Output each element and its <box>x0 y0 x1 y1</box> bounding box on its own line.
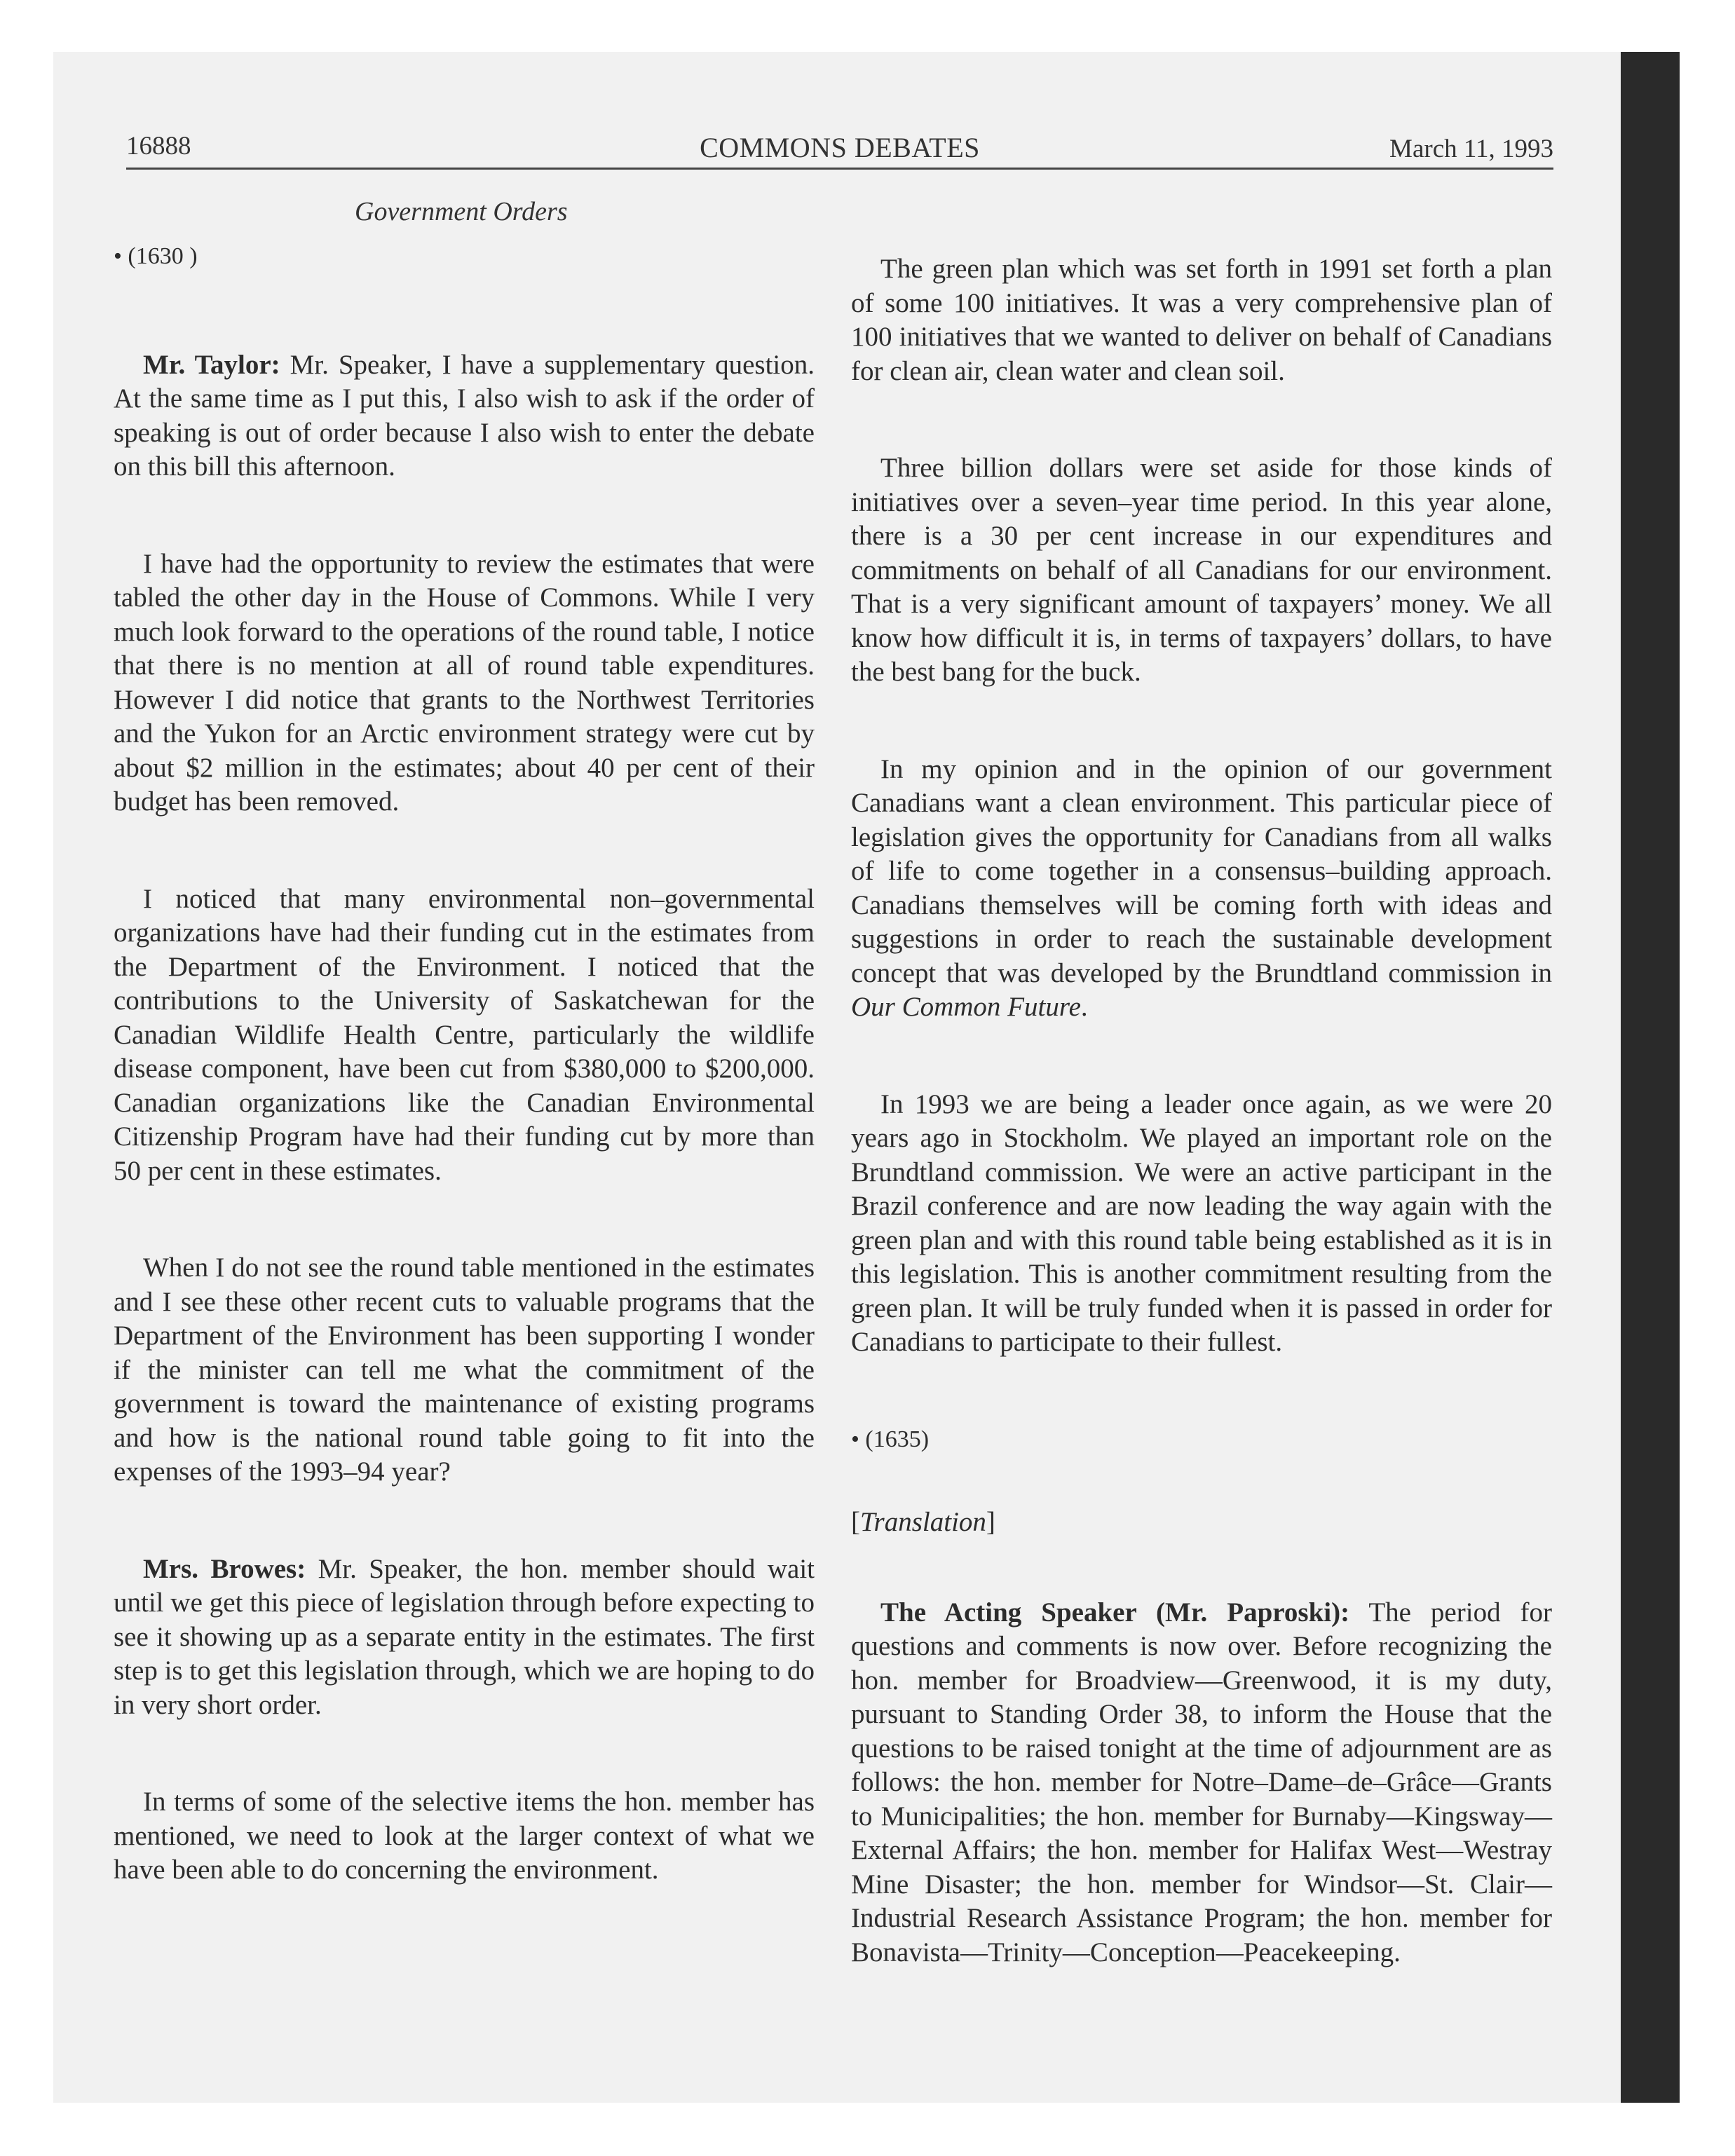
publication-title: COMMONS DEBATES <box>700 132 980 163</box>
speech-text: In my opinion and in the opinion of our government Canadians want a clean environment. This particular piece of legislation gives the opportunity for Canadians from all walks of life to come together in a consensus–building approach. Canadians themselves will be coming forth with ideas and suggestions in order to reach the sustainable development concept that was developed by the Brundtland commission in <box>851 753 1552 988</box>
page-number: 16888 <box>126 132 191 161</box>
speech-text: The period for questions and comments is now over. Before recognizing the hon. member for Broadview—Greenwood, it is my duty, pursuant to Standing Order 38, to inform the House that the questions to be raised tonight at the time of adjournment are as follows: the hon. member for Notre–Dame–de–Grâce—Grants to Municipalities; the hon. member for Burnaby—Kingsway—External Affairs; the hon. member for Halifax West—Westray Mine Disaster; the hon. member for Windsor—St. Clair—Industrial Research Assistance Program; the hon. member for Bonavista—Trinity—Conception—Peacekeeping. <box>851 1597 1552 1967</box>
translation-text: Translation <box>860 1507 986 1537</box>
page-date: March 11, 1993 <box>1389 135 1553 163</box>
book-title: Our Common Future <box>851 992 1081 1022</box>
speech-text: Mr. Speaker, I have a supplementary question. At the same time as I put this, I also wish to ask if the order of speaking is out of order because I also wish to enter the debate on this bill this afternoon. <box>114 349 815 482</box>
speaker-name: Mr. Taylor: <box>143 349 280 380</box>
section-title: Government Orders <box>355 197 568 226</box>
paragraph: I have had the opportunity to review the estimates that were tabled the other day in the House of Commons. While I very much look forward to the operations of the round table, I notice that there is no mention at all of round table expenditures. However I did notice that grants to the Northwest Territories and the Yukon for an Arctic environment strategy were cut by about $2 million in the estimates; about 40 per cent of their budget has been removed. <box>114 548 815 817</box>
right-column <box>851 252 1552 2033</box>
left-column <box>114 240 815 1951</box>
paragraph: When I do not see the round table mentioned in the estimates and I see these other recent cuts to valuable programs that the Department of the Environment has been supporting I wonder if the minister can tell me what the commitment of the government is toward the maintenance of existing programs and how is the national round table going to fit into the expenses of the 1993–94 year? <box>114 1253 815 1487</box>
paragraph: In terms of some of the selective items the hon. member has mentioned, we need to look at the larger context of what we have been able to do concerning the environment. <box>114 1787 815 1885</box>
time-marker: • (1635) <box>851 1426 930 1452</box>
page-header <box>126 125 1553 167</box>
paragraph <box>851 1596 1552 1970</box>
speaker-name: The Acting Speaker (Mr. Paproski): <box>880 1597 1350 1628</box>
paragraph <box>114 1553 815 1723</box>
translation-label <box>851 1506 1552 1540</box>
paragraph: The green plan which was set forth in 1991 set forth a plan of some 100 initiatives. It was a very comprehensive plan of 100 initiatives that we wanted to deliver on behalf of Canadians for clean air, clean water and clean soil. <box>851 254 1552 386</box>
scan-edge <box>1621 52 1680 2103</box>
bracket-open: [ <box>851 1507 860 1537</box>
punctuation: . <box>1080 992 1088 1022</box>
paragraph: I noticed that many environmental non–governmental organizations have had their funding cut in the estimates from the Department of the Environment. I noticed that the contributions to the University of Saskatchewan for the Canadian Wildlife Health Centre, particularly the wildlife disease component, have been cut from $380,000 to $200,000. Canadian organizations like the Canadian Environmental Citizenship Program have had their funding cut by more than 50 per cent in these estimates. <box>114 883 815 1186</box>
paragraph <box>851 753 1552 1025</box>
paragraph <box>114 348 815 484</box>
time-marker: • (1630 ) <box>114 243 198 269</box>
paragraph: Three billion dollars were set aside for those kinds of initiatives over a seven–year time period. In this year alone, there is a 30 per cent increase in our expenditures and commitments on behalf of all Canadians for our environment. That is a very significant amount of taxpayers’ money. We all know how difficult it is, in terms of taxpayers’ dollars, to have the best bang for the buck. <box>851 453 1552 687</box>
bracket-close: ] <box>986 1507 995 1537</box>
header-rule <box>126 168 1553 170</box>
speaker-name: Mrs. Browes: <box>143 1553 306 1584</box>
paragraph: In 1993 we are being a leader once again, as we were 20 years ago in Stockholm. We played an important role on the Brundtland commission. We were an active participant in the Brazil conference and are now leading the way again with the green plan and with this round table being established as it is in this legislation. This is another commitment resulting from the green plan. It will be truly funded when it is passed in order for Canadians to participate to their fullest. <box>851 1089 1552 1357</box>
speech-text: Mr. Speaker, the hon. member should wait until we get this piece of legislation through before expecting to see it showing up as a separate entity in the estimates. The first step is to get this legislation through, which we are hoping to do in very short order. <box>114 1553 815 1720</box>
